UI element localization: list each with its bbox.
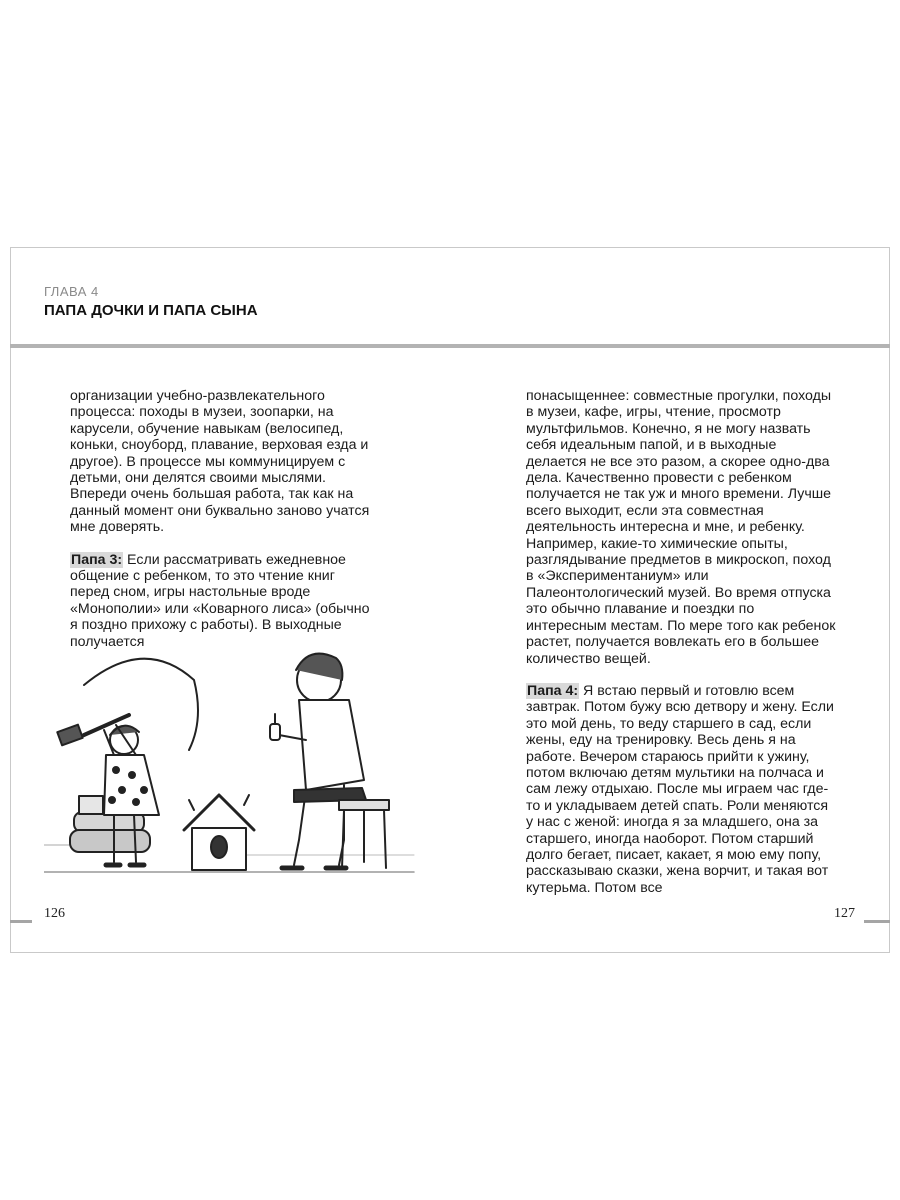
- right-paragraph-2-text: Я встаю первый и готовлю всем завтрак. Потом бужу всю детвору и жену. Если это мой день, то веду старшего в сад, если жены, еду на тренировку. Весь день я на работе. Вечером стараюсь прийти к ужину, потом включаю детям мультики на полчаса и сам лежу отдыхаю. После мы играем час где-то и укладываем детей спать. Роли меняются у нас с женой: иногда я за младшего, она за старшего, иногда наоборот. Потом старший долго бегает, писает, какает, я мою ему попу, рассказываю сказки, жена ворчит, и такая вот кутерьма. Потом все: [526, 682, 834, 896]
- page-number-left: 126: [44, 906, 65, 921]
- chapter-title: ПАПА ДОЧКИ И ПАПА СЫНА: [44, 302, 258, 319]
- right-page-text: [526, 388, 836, 912]
- footer-bar-right: [864, 920, 890, 923]
- left-paragraph-2-text: Если рассматривать ежедневное общение с ребенком, то это чтение книг перед сном, игры настольные вроде «Монополии» или «Коварного лиса» (обычно я поздно прихожу с работы). В выходные получается: [70, 551, 370, 650]
- page-number-right: 127: [834, 906, 855, 921]
- footer-bar-left: [10, 920, 32, 923]
- right-paragraph-2: [526, 683, 836, 896]
- left-page-text: [70, 388, 375, 666]
- papa-4-label: Папа 4:: [527, 682, 579, 699]
- left-paragraph-1: организации учебно-развлекательного процесса: походы в музеи, зоопарки, на карусели, обучение навыкам (велосипед, коньки, сноуборд, плавание, верховая езда и другое). В процессе мы коммуницируем с детьми, они делятся своими мыслями. Впереди очень большая работа, так как на данный момент они буквально заново учатся мне доверять.: [70, 388, 370, 536]
- father-daughter-illustration: [44, 640, 416, 890]
- left-paragraph-2: [70, 552, 375, 650]
- chapter-label: ГЛАВА 4: [44, 284, 99, 299]
- right-paragraph-1: понасыщеннее: совместные прогулки, походы в музеи, кафе, игры, чтение, просмотр мультфильмов. Конечно, я не могу назвать себя идеальным папой, и в выходные делается не все это разом, а скорее одно-два дела. Качественно провести с ребенком получается не так уж и много времени. Лучше всего выходит, если эта совместная деятельность интересна и мне, и ребенку. Например, какие-то химические опыты, разглядывание предметов в микроскоп, поход в «Экспериментаниум» или Палеонтологический музей. Во время отпуска это обычно плавание и поездки по интересным местам. По мере того как ребенок растет, получается вовлекать его в большее количество вещей.: [526, 388, 836, 667]
- header-divider: [10, 344, 890, 348]
- papa-3-label: Папа 3:: [71, 551, 123, 568]
